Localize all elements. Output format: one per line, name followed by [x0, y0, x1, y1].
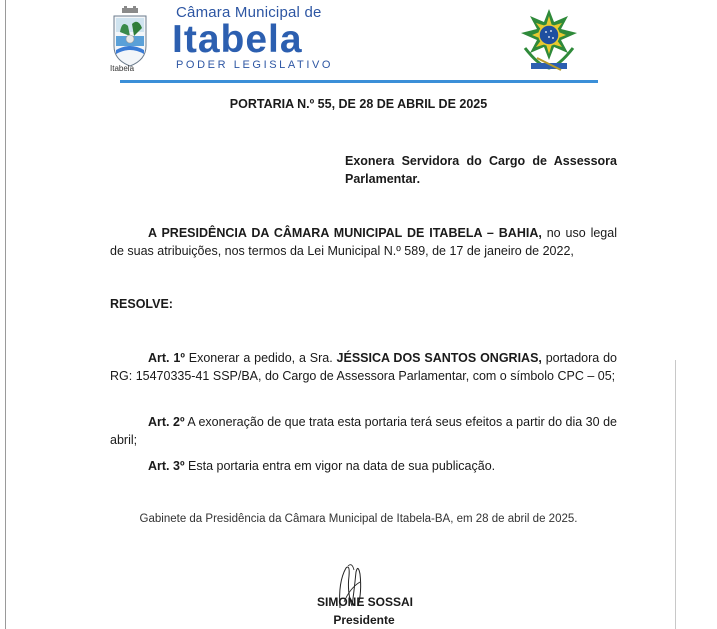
article-2-text: A exoneração de que trata esta portaria terá seus efeitos a partir do dia 30 de abril; — [110, 415, 617, 447]
preamble-text: no uso legal de suas atribuições, nos termos da Lei Municipal N.º 589, de 17 de janeiro de 2022, — [110, 226, 617, 258]
article-1-text-after: portadora do RG: 15470335-41 SSP/BA, do Cargo de Assessora Parlamentar, com o símbolo CPC – 05; — [110, 351, 617, 383]
document-summary: Exonera Servidora do Cargo de Assessora Parlamentar. — [345, 154, 617, 186]
resolve-heading: RESOLVE: — [110, 297, 173, 311]
signer-name: SIMONE SOSSAI — [316, 595, 414, 609]
header-divider — [120, 80, 598, 83]
branch-label: PODER LEGISLATIVO — [176, 59, 334, 71]
logo-caption: Itabela — [110, 64, 135, 73]
article-3 — [110, 457, 617, 475]
article-3-text: Esta portaria entra em vigor na data de sua publicação. — [184, 459, 496, 473]
article-1 — [110, 349, 617, 385]
letterhead — [0, 0, 717, 90]
page-edge-left — [5, 0, 6, 629]
article-1-label: Art. 1º — [148, 351, 185, 365]
city-name: Itabela — [172, 18, 303, 61]
signer-role: Presidente — [333, 613, 395, 627]
closing-statement: Gabinete da Presidência da Câmara Municipal de Itabela-BA, em 28 de abril de 2025. — [139, 513, 578, 525]
document-title: PORTARIA N.º 55, DE 28 DE ABRIL DE 2025 — [229, 97, 488, 111]
brazil-coat-of-arms-icon — [519, 8, 579, 74]
chamber-heading: Câmara Municipal de — [176, 4, 322, 21]
article-2-label: Art. 2º — [148, 415, 185, 429]
article-3-label: Art. 3º — [148, 459, 185, 473]
preamble-paragraph — [110, 224, 617, 260]
article-1-text-before: Exonerar a pedido, a Sra. — [184, 351, 337, 365]
page-edge-right — [675, 360, 676, 629]
article-1-employee-name: JÉSSICA DOS SANTOS ONGRIAS, — [336, 351, 542, 365]
article-2 — [110, 413, 617, 449]
preamble-authority: A PRESIDÊNCIA DA CÂMARA MUNICIPAL DE ITABELA – BAHIA, — [148, 226, 542, 240]
